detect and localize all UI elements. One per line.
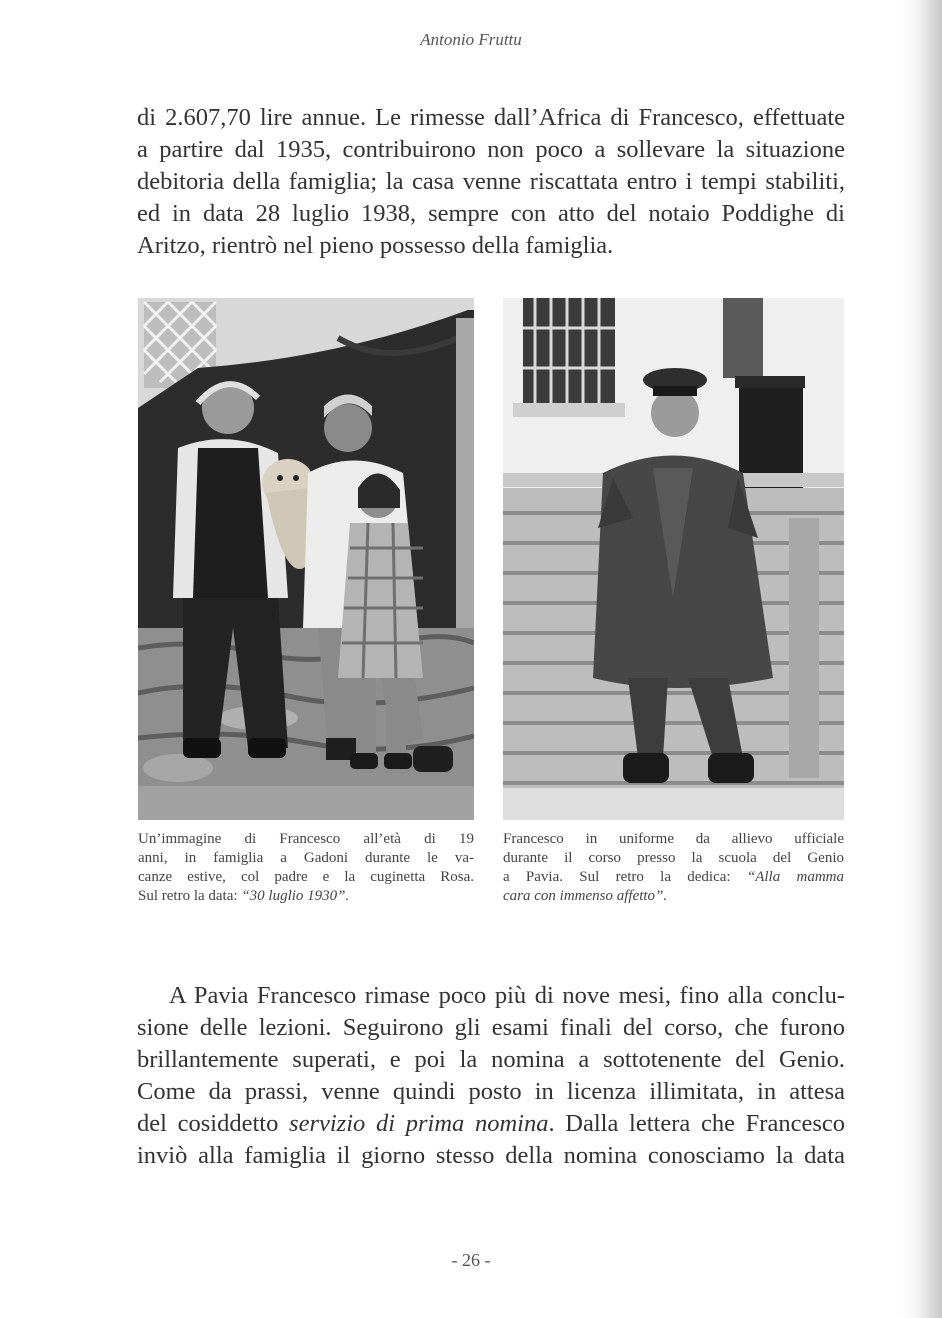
paragraph-top <box>137 102 845 262</box>
text-line <box>137 1108 845 1140</box>
caption-line <box>138 887 474 906</box>
text-line: a partire dal 1935, contribuirono non poco a sollevare la situazione <box>137 136 845 163</box>
caption-line <box>503 868 844 887</box>
caption-text: a Pavia. Sul retro la dedica: <box>503 869 747 885</box>
caption-left <box>138 830 474 906</box>
text-line: Aritzo, rientrò nel pieno possesso della famiglia. <box>137 232 614 259</box>
text-line: brillantemente superati, e poi la nomina a sottotenente del Genio. <box>137 1046 845 1073</box>
caption-dedication-end: cara con immenso affetto”. <box>503 888 668 904</box>
caption-date: “30 luglio 1930”. <box>241 888 350 904</box>
text-line: sione delle lezioni. Seguirono gli esami finali del corso, che furono <box>137 1014 845 1041</box>
caption-line: durante il corso presso la scuola del Genio <box>503 850 844 866</box>
text-line: A Pavia Francesco rimase poco più di nove mesi, fino alla conclu- <box>169 982 845 1009</box>
running-header: Antonio Fruttu <box>420 30 522 49</box>
page-number: - 26 - <box>451 1250 491 1270</box>
caption-right <box>503 830 844 906</box>
caption-line: canze estive, col padre e la cuginetta Rosa. <box>138 869 474 885</box>
text-run: . Dalla lettera che Francesco <box>548 1110 845 1137</box>
text-line: inviò alla famiglia il giorno stesso della nomina conosciamo la data <box>137 1142 845 1169</box>
text-line: Come da prassi, venne quindi posto in licenza illimitata, in attesa <box>137 1078 845 1105</box>
caption-line: Francesco in uniforme da allievo ufficiale <box>503 831 844 847</box>
text-line: ed in data 28 luglio 1938, sempre con atto del notaio Poddighe di <box>137 200 845 227</box>
family-photo-icon <box>138 298 474 820</box>
text-run: del cosiddetto <box>137 1110 290 1137</box>
paragraph-bottom <box>137 980 845 1172</box>
scan-edge-shadow <box>902 0 942 1318</box>
italic-term: servizio di prima nomina <box>289 1110 549 1137</box>
officer-portrait-icon <box>503 298 844 820</box>
text-line: debitoria della famiglia; la casa venne riscattata entro i tempi stabiliti, <box>137 168 845 195</box>
caption-dedication: “Alla mamma <box>746 869 844 885</box>
officer-photo <box>503 298 844 820</box>
family-photo <box>138 298 474 820</box>
caption-line: anni, in famiglia a Gadoni durante le va- <box>138 850 474 866</box>
caption-line: Un’immagine di Francesco all’età di 19 <box>138 831 474 847</box>
caption-text: Sul retro la data: <box>138 888 242 904</box>
text-line: di 2.607,70 lire annue. Le rimesse dall’Africa di Francesco, effettuate <box>137 104 845 131</box>
